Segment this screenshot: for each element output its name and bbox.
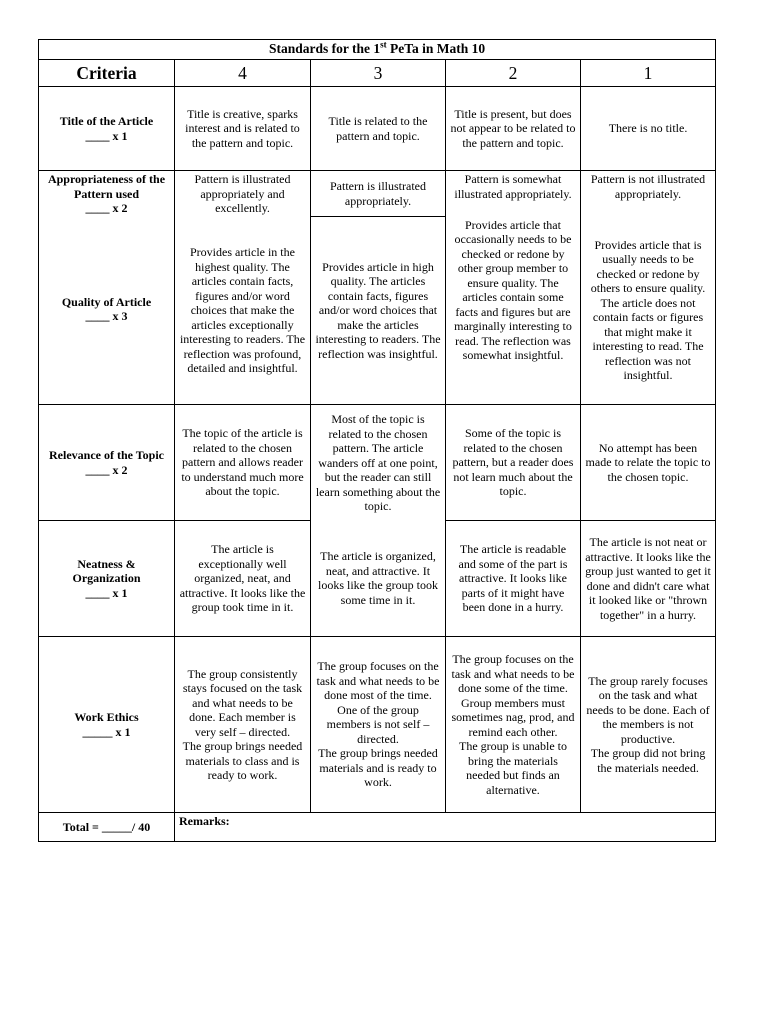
criterion-neatness: Neatness & Organization ____ x 1 [39,521,175,637]
score-cell: The article is organized, neat, and attractive. It looks like the group took some time in it. [311,521,446,637]
score-cell: Provides article in the highest quality. The articles contain facts, figures and/or word choices that make the articles exceptionally interesting to readers. The reflection was profound, detailed and insightful. [175,217,311,405]
score-cell: Provides article in high quality. The articles contain facts, figures and/or word choices that make the articles interesting to readers. The reflection was insightful. [311,217,446,405]
score-cell: The article is not neat or attractive. It looks like the group just wanted to get it done and didn't care what it looked like or "thrown together" in a hurry. [581,521,716,637]
score-cell: Title is related to the pattern and topic. [311,87,446,171]
criterion-pattern: Appropriateness of the Pattern used ____ x 2 [39,171,175,217]
table-row [39,87,716,171]
score-cell: Pattern is not illustrated appropriately. [581,171,716,217]
criterion-work-ethics: Work Ethics _____ x 1 [39,637,175,813]
table-row [39,521,716,637]
table-row [39,217,716,405]
score-cell: The group rarely focuses on the task and what needs to be done. Each of the members is not productive. The group did not bring the materials needed. [581,637,716,813]
score-cell: The article is readable and some of the part is attractive. It looks like parts of it might have been done in a hurry. [446,521,581,637]
header-score-2: 2 [446,60,581,87]
criterion-quality: Quality of Article ____ x 3 [39,217,175,405]
score-cell: Pattern is illustrated appropriately. [311,171,446,217]
header-score-4: 4 [175,60,311,87]
header-criteria: Criteria [39,60,175,87]
score-cell: The group focuses on the task and what needs to be done some of the time. Group members must sometimes nag, prod, and remind each other. The group is unable to bring the materials needed but finds an alternative. [446,637,581,813]
document-title: Standards for the 1st PeTa in Math 10 [39,40,716,60]
table-row [39,637,716,813]
score-cell: No attempt has been made to relate the topic to the chosen topic. [581,405,716,521]
score-cell: Provides article that occasionally needs to be checked or redone by other group member to ensure quality. The articles contain some facts and figures but are marginally interesting to read. The reflection was somewhat insightful. [446,217,581,405]
score-cell: Title is creative, sparks interest and is related to the pattern and topic. [175,87,311,171]
rubric-document [38,39,715,842]
header-score-1: 1 [581,60,716,87]
score-cell: Some of the topic is related to the chosen pattern, but a reader does not learn much about the topic. [446,405,581,521]
header-score-3: 3 [311,60,446,87]
table-row [39,171,716,217]
table-row [39,405,716,521]
score-cell: Most of the topic is related to the chosen pattern. The article wanders off at one point, but the reader can still learn something about the topic. [311,405,446,521]
score-cell: The topic of the article is related to the chosen pattern and allows reader to understand much more about the topic. [175,405,311,521]
score-cell: Title is present, but does not appear to be related to the pattern and topic. [446,87,581,171]
score-cell: The article is exceptionally well organized, neat, and attractive. It looks like the group took time in it. [175,521,311,637]
criterion-relevance: Relevance of the Topic ____ x 2 [39,405,175,521]
score-cell: Pattern is somewhat illustrated appropriately. [446,171,581,217]
score-cell: Pattern is illustrated appropriately and excellently. [175,171,311,217]
rubric-table [38,39,716,842]
score-cell: Provides article that is usually needs to be checked or redone by others to ensure quality. The article does not contain facts or figures that might make it interesting to read. The reflection was not insightful. [581,217,716,405]
score-cell: There is no title. [581,87,716,171]
score-cell: The group consistently stays focused on the task and what needs to be done. Each member is very self – directed. The group brings needed materials to class and is ready to work. [175,637,311,813]
remarks-field: Remarks: [175,813,716,842]
score-cell: The group focuses on the task and what needs to be done most of the time. One of the group members is not self – directed. The group brings needed materials and is ready to work. [311,637,446,813]
table-row [39,813,716,842]
total-score: Total = _____/ 40 [39,813,175,842]
criterion-title: Title of the Article ____ x 1 [39,87,175,171]
